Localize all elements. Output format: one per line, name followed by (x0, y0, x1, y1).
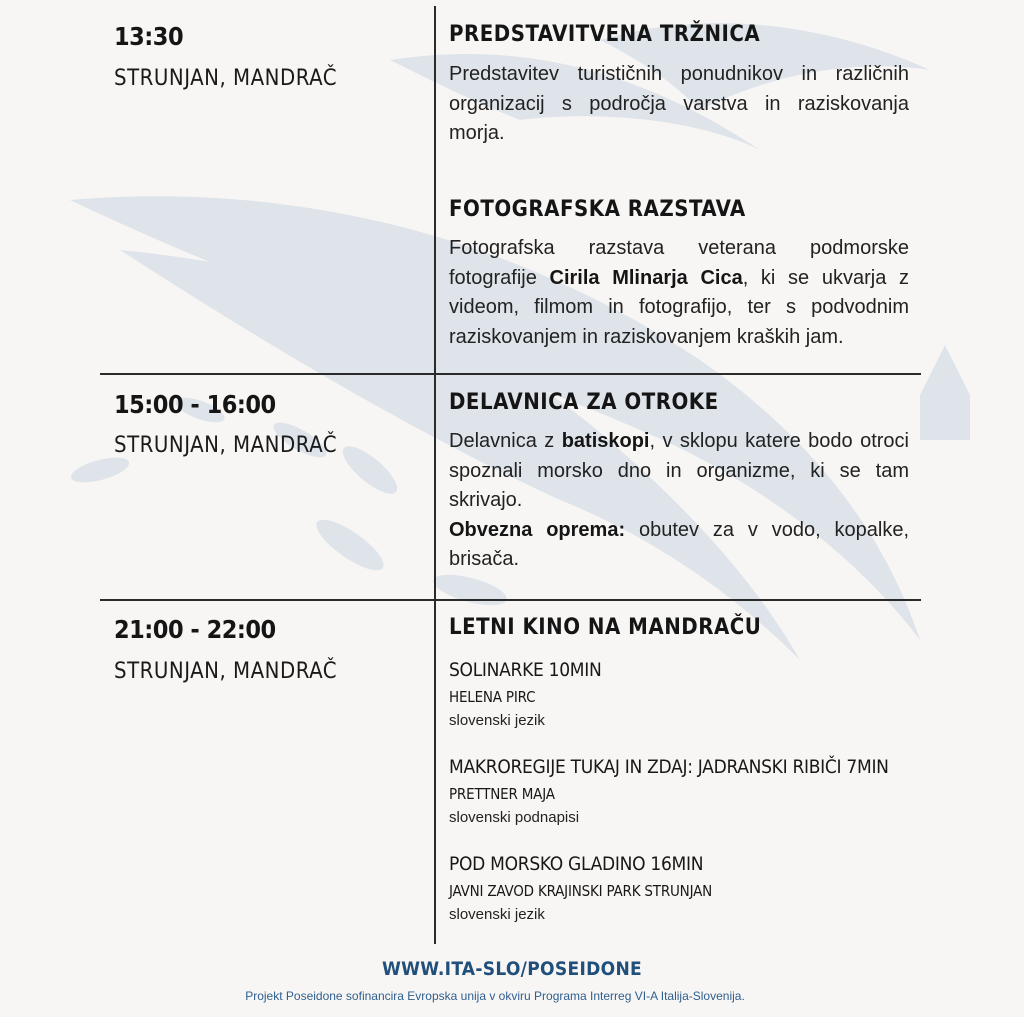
film-language: slovenski jezik (449, 906, 545, 923)
event-description: Delavnica z batiskopi, v sklopu katere bodo otroci spoznali morsko dno in organizme, ki se tam skrivajo. Obvezna oprema: obutev za v vodo, kopalke, brisača. (449, 430, 909, 570)
event-place: STRUNJAN, MANDRAČ (114, 659, 338, 684)
film-author: HELENA PIRC (449, 688, 536, 706)
event-title: LETNI KINO NA MANDRAČU (449, 615, 762, 640)
film-language: slovenski jezik (449, 712, 545, 729)
event-title: DELAVNICA ZA OTROKE (449, 390, 719, 415)
event-description: Predstavitev turističnih ponudnikov in različnih organizacij s področja varstva in raziskovanja morja. (449, 63, 909, 144)
event-place: STRUNJAN, MANDRAČ (114, 66, 338, 91)
film-author: JAVNI ZAVOD KRAJINSKI PARK STRUNJAN (449, 882, 713, 900)
column-divider (434, 6, 436, 944)
row-divider (100, 373, 921, 375)
event-place: STRUNJAN, MANDRAČ (114, 433, 338, 458)
film-title: POD MORSKO GLADINO 16MIN (449, 853, 704, 875)
website-link[interactable]: WWW.ITA-SLO/POSEIDONE (381, 958, 643, 980)
event-title: PREDSTAVITVENA TRŽNICA (449, 22, 761, 47)
film-title: MAKROREGIJE TUKAJ IN ZDAJ: JADRANSKI RIBIČI 7MIN (449, 756, 889, 778)
equipment-label: Obvezna oprema: (449, 518, 626, 541)
film-title: SOLINARKE 10MIN (449, 659, 602, 681)
film-language: slovenski podnapisi (449, 809, 580, 826)
event-time: 13:30 (114, 22, 184, 51)
event-title: FOTOGRAFSKA RAZSTAVA (449, 197, 746, 222)
row-divider (100, 599, 921, 601)
funding-note: Projekt Poseidone sofinancira Evropska unija v okviru Programa Interreg VI-A Italija-Slovenija. (245, 989, 745, 1003)
event-time: 21:00 - 22:00 (114, 615, 276, 644)
event-time: 15:00 - 16:00 (114, 390, 276, 419)
film-author: PRETTNER MAJA (449, 785, 555, 803)
event-description: Fotografska razstava veterana podmorske fotografije Cirila Mlinarja Cica, ki se ukvarja z videom, filmom in fotografijo, ter s podvodnim raziskovanjem in raziskovanjem kraških jam. (449, 237, 909, 348)
highlight-name: Cirila Mlinarja Cica (549, 266, 743, 289)
highlight-term: batiskopi (561, 430, 650, 452)
